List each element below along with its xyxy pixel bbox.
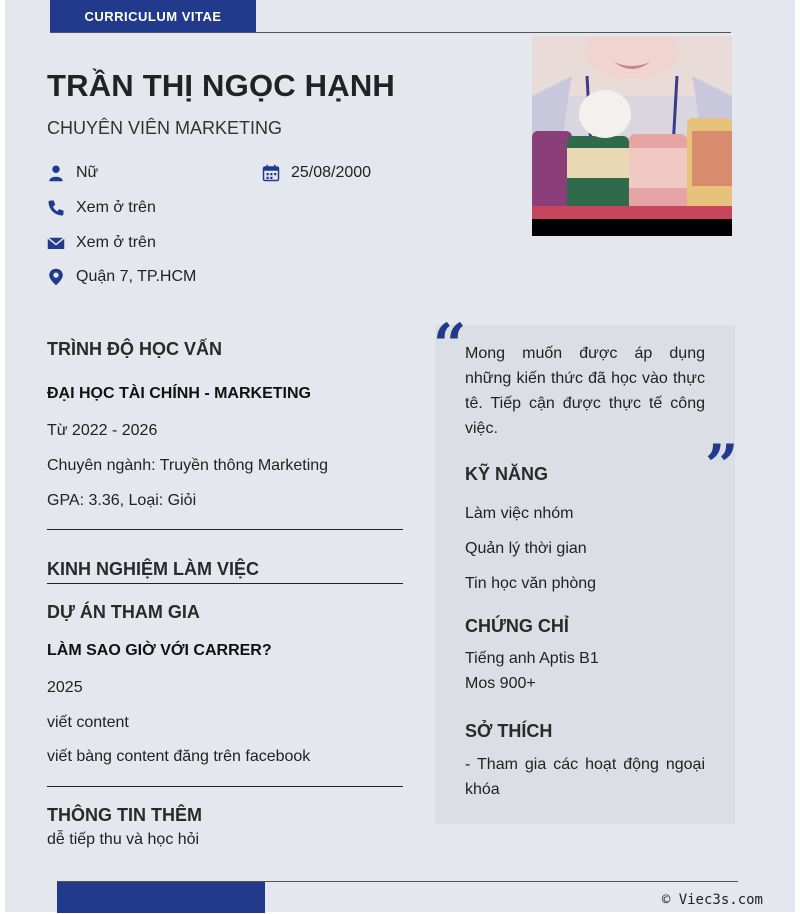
close-quote-icon: ” — [705, 432, 739, 500]
skills-heading: KỸ NĂNG — [465, 464, 549, 484]
phone-value: Xem ở trên — [76, 199, 156, 216]
calendar-icon — [262, 164, 280, 182]
education-heading: TRÌNH ĐỘ HỌC VẤN — [47, 339, 222, 359]
job-title: CHUYÊN VIÊN MARKETING — [47, 118, 283, 138]
major: Chuyên ngành: Truyền thông Marketing — [47, 457, 329, 474]
profile-photo-illustration — [532, 36, 732, 236]
study-period: Từ 2022 - 2026 — [47, 422, 158, 439]
project-role: viết content — [47, 714, 129, 731]
hobbies-text: - Tham gia các hoạt động ngoại khóa — [465, 756, 705, 798]
gpa: GPA: 3.36, Loại: Giỏi — [47, 492, 197, 509]
gender-value: Nữ — [76, 164, 99, 181]
address-row — [47, 268, 196, 286]
phone-row — [47, 199, 156, 217]
experience-divider — [47, 583, 403, 584]
email-row — [47, 234, 156, 252]
certificates-heading: CHỨNG CHỈ — [465, 616, 569, 636]
top-divider — [50, 32, 731, 33]
certificate-item: Mos 900+ — [465, 675, 536, 692]
project-description: viết bàng content đăng trên facebook — [47, 748, 311, 765]
skill-item: Làm việc nhóm — [465, 505, 574, 522]
address-value: Quận 7, TP.HCM — [76, 268, 197, 285]
project-name: LÀM SAO GIỜ VỚI CARRER? — [47, 642, 272, 659]
dob-row — [262, 164, 371, 182]
candidate-name: TRẦN THỊ NGỌC HẠNH — [47, 68, 396, 103]
person-icon — [47, 164, 65, 182]
open-quote-icon: “ — [433, 311, 467, 379]
certificate-item: Tiếng anh Aptis B1 — [465, 650, 599, 667]
project-year: 2025 — [47, 679, 83, 696]
education-divider — [47, 529, 403, 530]
projects-heading: DỰ ÁN THAM GIA — [47, 602, 200, 622]
experience-heading: KINH NGHIỆM LÀM VIỆC — [47, 559, 260, 579]
projects-divider — [47, 786, 403, 787]
mail-icon — [47, 234, 65, 252]
cv-badge: CURRICULUM VITAE — [50, 0, 256, 32]
extra-info-text: dễ tiếp thu và học hỏi — [47, 831, 200, 848]
phone-icon — [47, 199, 65, 217]
skill-item: Quản lý thời gian — [465, 540, 587, 557]
skill-item: Tin học văn phòng — [465, 575, 597, 592]
school-name: ĐẠI HỌC TÀI CHÍNH - MARKETING — [47, 385, 311, 402]
dob-value: 25/08/2000 — [291, 164, 372, 181]
hobbies-heading: SỞ THÍCH — [465, 721, 553, 741]
location-pin-icon — [47, 268, 65, 286]
footer-bar — [57, 882, 265, 913]
email-value: Xem ở trên — [76, 234, 156, 251]
career-objective: Mong muốn được áp dụng những kiến thức đã học vào thực tê. Tiếp cận được thực tế công việc. — [465, 345, 705, 437]
gender-row — [47, 164, 98, 182]
extra-info-heading: THÔNG TIN THÊM — [47, 805, 202, 825]
copyright-text[interactable]: © Viec3s.com — [661, 892, 763, 908]
profile-photo — [532, 36, 732, 236]
